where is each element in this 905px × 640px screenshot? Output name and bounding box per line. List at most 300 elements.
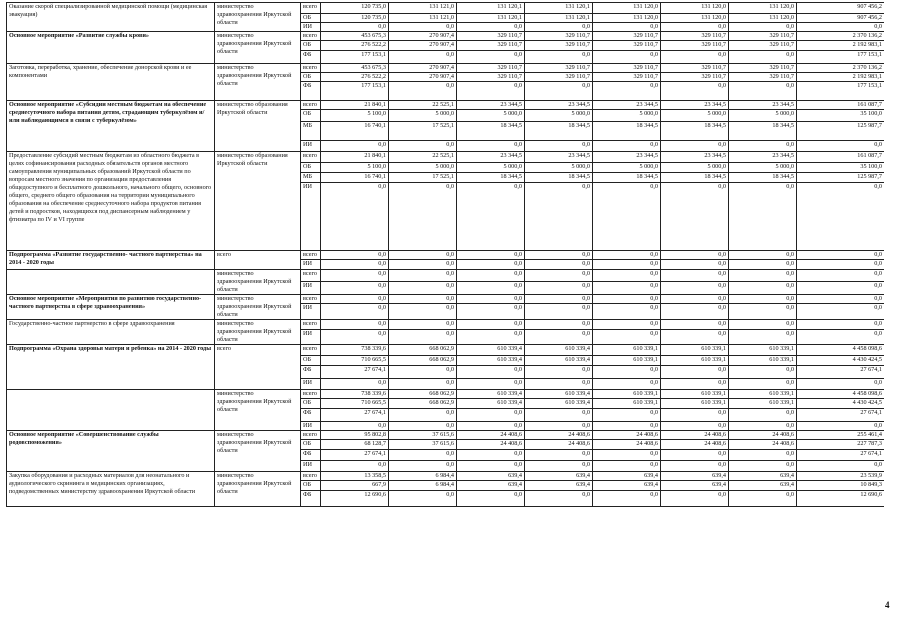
year-value-cell: 0,0	[389, 422, 457, 431]
year-value-cell: 0,0	[457, 461, 525, 472]
table-row	[7, 270, 885, 282]
year-value-cell: 177 153,1	[321, 51, 389, 64]
year-value-cell: 16 740,1	[321, 122, 389, 141]
funding-source-cell: ИИ	[301, 461, 321, 472]
year-value-cell: 23 344,5	[729, 152, 797, 163]
year-value-cell: 329 110,7	[593, 64, 661, 73]
year-value-cell: 0,0	[389, 330, 457, 345]
executor-cell: всего	[215, 251, 301, 270]
year-value-cell: 0,0	[457, 260, 525, 270]
year-value-cell: 0,0	[661, 366, 729, 379]
funding-source-cell: всего	[301, 431, 321, 440]
year-value-cell: 0,0	[729, 251, 797, 260]
year-value-cell: 0,0	[457, 295, 525, 304]
year-value-cell: 23 344,5	[457, 152, 525, 163]
year-value-cell: 0,0	[661, 141, 729, 152]
year-value-cell: 21 840,1	[321, 101, 389, 110]
year-value-cell: 0,0	[457, 82, 525, 101]
total-value-cell: 0,0	[797, 281, 885, 294]
year-value-cell: 0,0	[593, 82, 661, 101]
year-value-cell: 639,4	[593, 472, 661, 481]
year-value-cell: 329 110,7	[593, 41, 661, 51]
year-value-cell: 0,0	[525, 330, 593, 345]
year-value-cell: 0,0	[729, 51, 797, 64]
executor-cell: министерство здравоохранения Иркутской области	[215, 32, 301, 64]
year-value-cell: 131 121,0	[389, 3, 457, 14]
year-value-cell: 23 344,5	[661, 101, 729, 110]
year-value-cell: 610 339,1	[729, 345, 797, 356]
year-value-cell: 0,0	[389, 260, 457, 270]
executor-cell: министерство здравоохранения Иркутской области	[215, 3, 301, 32]
year-value-cell: 0,0	[593, 379, 661, 390]
year-value-cell: 0,0	[321, 320, 389, 330]
funding-source-cell: ОБ	[301, 440, 321, 450]
year-value-cell: 0,0	[525, 409, 593, 422]
year-value-cell: 0,0	[593, 491, 661, 507]
total-value-cell: 907 456,2	[797, 14, 885, 23]
year-value-cell: 0,0	[661, 304, 729, 320]
total-value-cell: 125 987,7	[797, 122, 885, 141]
year-value-cell: 0,0	[729, 183, 797, 251]
year-value-cell: 0,0	[525, 23, 593, 32]
year-value-cell: 0,0	[457, 409, 525, 422]
year-value-cell: 0,0	[729, 409, 797, 422]
total-value-cell: 0,0	[797, 251, 885, 260]
year-value-cell: 0,0	[525, 491, 593, 507]
year-value-cell: 0,0	[525, 281, 593, 294]
year-value-cell: 0,0	[525, 450, 593, 461]
year-value-cell: 0,0	[661, 260, 729, 270]
year-value-cell: 6 984,4	[389, 472, 457, 481]
year-value-cell: 0,0	[389, 141, 457, 152]
year-value-cell: 17 525,1	[389, 122, 457, 141]
table-row	[7, 320, 885, 330]
year-value-cell: 18 344,5	[661, 122, 729, 141]
year-value-cell: 276 522,2	[321, 73, 389, 82]
total-value-cell: 2 192 983,1	[797, 41, 885, 51]
year-value-cell: 0,0	[525, 366, 593, 379]
year-value-cell: 0,0	[661, 461, 729, 472]
year-value-cell: 0,0	[389, 295, 457, 304]
total-value-cell: 27 674,1	[797, 450, 885, 461]
year-value-cell: 24 408,6	[729, 440, 797, 450]
total-value-cell: 4 430 424,5	[797, 356, 885, 366]
funding-source-cell: ФБ	[301, 366, 321, 379]
year-value-cell: 0,0	[593, 141, 661, 152]
year-value-cell: 0,0	[389, 23, 457, 32]
funding-source-cell: МБ	[301, 173, 321, 183]
year-value-cell: 0,0	[729, 491, 797, 507]
table-row	[7, 390, 885, 399]
year-value-cell: 131 121,0	[389, 14, 457, 23]
executor-cell: министерство здравоохранения Иркутской области	[215, 270, 301, 295]
total-value-cell: 27 674,1	[797, 409, 885, 422]
year-value-cell: 0,0	[729, 304, 797, 320]
total-value-cell: 0,0	[797, 461, 885, 472]
year-value-cell: 0,0	[525, 260, 593, 270]
year-value-cell: 610 339,1	[661, 390, 729, 399]
year-value-cell: 0,0	[593, 409, 661, 422]
year-value-cell: 21 840,1	[321, 152, 389, 163]
table-row	[7, 472, 885, 481]
year-value-cell: 0,0	[729, 260, 797, 270]
year-value-cell: 0,0	[321, 270, 389, 282]
year-value-cell: 0,0	[321, 461, 389, 472]
measure-name-cell: Основное мероприятие «Субсидии местным бюджетам на обеспечение среднесуточного набора питания детям, страдающим туберкулёзом и/или наблюдающимся в связи с туберкулёзом»	[7, 101, 215, 152]
total-value-cell: 125 987,7	[797, 173, 885, 183]
year-value-cell: 18 344,5	[729, 173, 797, 183]
funding-source-cell: ИИ	[301, 183, 321, 251]
year-value-cell: 0,0	[457, 51, 525, 64]
total-value-cell: 0,0	[797, 141, 885, 152]
year-value-cell: 0,0	[525, 461, 593, 472]
measure-name-cell: Подпрограмма «Охрана здоровья матери и ребенка» на 2014 - 2020 годы	[7, 345, 215, 390]
year-value-cell: 668 062,9	[389, 390, 457, 399]
year-value-cell: 0,0	[661, 183, 729, 251]
year-value-cell: 329 110,7	[457, 32, 525, 41]
year-value-cell: 0,0	[321, 260, 389, 270]
year-value-cell: 639,4	[729, 481, 797, 491]
year-value-cell: 639,4	[457, 481, 525, 491]
year-value-cell: 5 000,0	[593, 110, 661, 122]
year-value-cell: 668 062,9	[389, 356, 457, 366]
total-value-cell: 161 087,7	[797, 101, 885, 110]
year-value-cell: 131 120,0	[593, 14, 661, 23]
measure-name-cell: Основное мероприятие «Развитие службы крови»	[7, 32, 215, 64]
total-value-cell: 4 430 424,5	[797, 399, 885, 409]
year-value-cell: 27 674,1	[321, 409, 389, 422]
year-value-cell: 24 408,6	[593, 431, 661, 440]
total-value-cell: 177 153,1	[797, 82, 885, 101]
year-value-cell: 22 525,1	[389, 152, 457, 163]
year-value-cell: 329 110,7	[593, 32, 661, 41]
measure-name-cell: Закупка оборудования и расходных материалов для неонатального и аудиологического скрининга в медицинских организациях, подведомственных министерству здравоохранения Иркутской области	[7, 472, 215, 507]
year-value-cell: 0,0	[661, 82, 729, 101]
funding-source-cell: всего	[301, 64, 321, 73]
year-value-cell: 276 522,2	[321, 41, 389, 51]
year-value-cell: 0,0	[389, 270, 457, 282]
funding-source-cell: ФБ	[301, 82, 321, 101]
year-value-cell: 0,0	[661, 270, 729, 282]
year-value-cell: 0,0	[525, 320, 593, 330]
measure-name-cell: Заготовка, переработка, хранение, обеспечение донорской крови и ее компонентами	[7, 64, 215, 101]
year-value-cell: 329 110,7	[525, 32, 593, 41]
year-value-cell: 610 339,1	[593, 399, 661, 409]
funding-source-cell: ИИ	[301, 141, 321, 152]
year-value-cell: 0,0	[729, 366, 797, 379]
year-value-cell: 0,0	[661, 23, 729, 32]
table-row	[7, 152, 885, 163]
year-value-cell: 610 339,4	[457, 399, 525, 409]
funding-source-cell: ОБ	[301, 399, 321, 409]
year-value-cell: 0,0	[729, 270, 797, 282]
year-value-cell: 0,0	[525, 51, 593, 64]
year-value-cell: 5 000,0	[457, 110, 525, 122]
year-value-cell: 18 344,5	[593, 122, 661, 141]
year-value-cell: 5 000,0	[729, 110, 797, 122]
year-value-cell: 639,4	[525, 472, 593, 481]
year-value-cell: 0,0	[457, 281, 525, 294]
year-value-cell: 0,0	[389, 51, 457, 64]
year-value-cell: 0,0	[321, 304, 389, 320]
year-value-cell: 0,0	[525, 251, 593, 260]
year-value-cell: 0,0	[321, 183, 389, 251]
year-value-cell: 0,0	[729, 281, 797, 294]
year-value-cell: 0,0	[593, 450, 661, 461]
year-value-cell: 329 110,7	[661, 41, 729, 51]
year-value-cell: 131 120,0	[729, 14, 797, 23]
funding-source-cell: ОБ	[301, 481, 321, 491]
funding-source-cell: всего	[301, 345, 321, 356]
total-value-cell: 227 787,3	[797, 440, 885, 450]
measure-name-cell: Основное мероприятие «Совершенствование службы родовспоможения»	[7, 431, 215, 472]
year-value-cell: 131 120,1	[457, 14, 525, 23]
total-value-cell: 907 456,2	[797, 3, 885, 14]
total-value-cell: 10 849,3	[797, 481, 885, 491]
year-value-cell: 0,0	[389, 320, 457, 330]
funding-source-cell: всего	[301, 390, 321, 399]
year-value-cell: 270 907,4	[389, 64, 457, 73]
total-value-cell: 2 370 136,2	[797, 32, 885, 41]
total-value-cell: 0,0	[797, 183, 885, 251]
year-value-cell: 0,0	[321, 330, 389, 345]
funding-source-cell: ФБ	[301, 409, 321, 422]
year-value-cell: 5 000,0	[457, 163, 525, 173]
total-value-cell: 0,0	[797, 23, 885, 32]
year-value-cell: 18 344,5	[661, 173, 729, 183]
year-value-cell: 0,0	[593, 320, 661, 330]
year-value-cell: 329 110,7	[457, 64, 525, 73]
year-value-cell: 5 000,0	[389, 163, 457, 173]
year-value-cell: 23 344,5	[525, 152, 593, 163]
year-value-cell: 329 110,7	[729, 64, 797, 73]
executor-cell: министерство образования Иркутской области	[215, 101, 301, 152]
year-value-cell: 0,0	[661, 491, 729, 507]
year-value-cell: 639,4	[593, 481, 661, 491]
total-value-cell: 0,0	[797, 320, 885, 330]
year-value-cell: 610 339,1	[729, 356, 797, 366]
year-value-cell: 37 615,6	[389, 440, 457, 450]
total-value-cell: 2 192 983,1	[797, 73, 885, 82]
year-value-cell: 0,0	[457, 366, 525, 379]
year-value-cell: 329 110,7	[729, 73, 797, 82]
funding-source-cell: всего	[301, 152, 321, 163]
year-value-cell: 18 344,5	[729, 122, 797, 141]
funding-source-cell: ФБ	[301, 51, 321, 64]
year-value-cell: 23 344,5	[593, 101, 661, 110]
year-value-cell: 0,0	[593, 251, 661, 260]
year-value-cell: 22 525,1	[389, 101, 457, 110]
year-value-cell: 0,0	[321, 281, 389, 294]
year-value-cell: 639,4	[661, 472, 729, 481]
total-value-cell: 4 458 098,6	[797, 345, 885, 356]
funding-source-cell: всего	[301, 472, 321, 481]
funding-source-cell: ОБ	[301, 14, 321, 23]
executor-cell: министерство здравоохранения Иркутской области	[215, 320, 301, 345]
year-value-cell: 0,0	[593, 422, 661, 431]
year-value-cell: 639,4	[729, 472, 797, 481]
year-value-cell: 0,0	[457, 270, 525, 282]
year-value-cell: 0,0	[593, 304, 661, 320]
year-value-cell: 329 110,7	[457, 73, 525, 82]
year-value-cell: 120 735,0	[321, 3, 389, 14]
year-value-cell: 0,0	[661, 281, 729, 294]
year-value-cell: 610 339,1	[593, 390, 661, 399]
year-value-cell: 0,0	[661, 320, 729, 330]
year-value-cell: 0,0	[389, 379, 457, 390]
total-value-cell: 12 690,6	[797, 491, 885, 507]
year-value-cell: 329 110,7	[661, 73, 729, 82]
year-value-cell: 0,0	[457, 320, 525, 330]
funding-source-cell: ОБ	[301, 163, 321, 173]
year-value-cell: 24 408,6	[661, 431, 729, 440]
year-value-cell: 738 339,6	[321, 345, 389, 356]
year-value-cell: 0,0	[593, 260, 661, 270]
year-value-cell: 0,0	[389, 82, 457, 101]
year-value-cell: 0,0	[729, 320, 797, 330]
year-value-cell: 0,0	[525, 183, 593, 251]
year-value-cell: 0,0	[729, 461, 797, 472]
year-value-cell: 610 339,4	[525, 356, 593, 366]
year-value-cell: 329 110,7	[457, 41, 525, 51]
funding-source-cell: ИИ	[301, 23, 321, 32]
year-value-cell: 0,0	[389, 409, 457, 422]
year-value-cell: 639,4	[457, 472, 525, 481]
year-value-cell: 5 000,0	[593, 163, 661, 173]
year-value-cell: 610 339,1	[729, 399, 797, 409]
year-value-cell: 0,0	[525, 295, 593, 304]
funding-source-cell: всего	[301, 32, 321, 41]
year-value-cell: 610 339,1	[661, 399, 729, 409]
year-value-cell: 0,0	[593, 366, 661, 379]
year-value-cell: 24 408,6	[525, 431, 593, 440]
year-value-cell: 738 339,6	[321, 390, 389, 399]
year-value-cell: 0,0	[525, 270, 593, 282]
year-value-cell: 18 344,5	[457, 122, 525, 141]
year-value-cell: 0,0	[593, 270, 661, 282]
year-value-cell: 0,0	[321, 422, 389, 431]
year-value-cell: 610 339,1	[661, 356, 729, 366]
year-value-cell: 23 344,5	[593, 152, 661, 163]
year-value-cell: 0,0	[593, 51, 661, 64]
year-value-cell: 270 907,4	[389, 32, 457, 41]
total-value-cell: 0,0	[797, 304, 885, 320]
measure-name-cell: Подпрограмма «Развитие государственно- частного партнерства» на 2014 - 2020 годы	[7, 251, 215, 270]
year-value-cell: 0,0	[457, 330, 525, 345]
year-value-cell: 0,0	[661, 295, 729, 304]
year-value-cell: 95 802,8	[321, 431, 389, 440]
year-value-cell: 5 000,0	[661, 110, 729, 122]
year-value-cell: 0,0	[389, 450, 457, 461]
year-value-cell: 0,0	[729, 23, 797, 32]
measure-name-cell: Государственно-частное партнерство в сфере здравоохранения	[7, 320, 215, 345]
year-value-cell: 23 344,5	[525, 101, 593, 110]
total-value-cell: 2 370 136,2	[797, 64, 885, 73]
funding-source-cell: всего	[301, 3, 321, 14]
measure-name-cell: Оказание скорой специализированной медицинской помощи (медицинская эвакуация)	[7, 3, 215, 32]
funding-source-cell: всего	[301, 101, 321, 110]
year-value-cell: 270 907,4	[389, 73, 457, 82]
year-value-cell: 710 665,5	[321, 399, 389, 409]
year-value-cell: 610 339,1	[593, 356, 661, 366]
year-value-cell: 610 339,4	[457, 356, 525, 366]
year-value-cell: 68 128,7	[321, 440, 389, 450]
year-value-cell: 668 062,9	[389, 399, 457, 409]
year-value-cell: 24 408,6	[593, 440, 661, 450]
year-value-cell: 0,0	[593, 295, 661, 304]
year-value-cell: 0,0	[593, 281, 661, 294]
year-value-cell: 5 100,0	[321, 163, 389, 173]
table-row	[7, 64, 885, 73]
funding-source-cell: ИИ	[301, 330, 321, 345]
year-value-cell: 329 110,7	[661, 64, 729, 73]
table-row	[7, 295, 885, 304]
year-value-cell: 0,0	[661, 51, 729, 64]
measure-name-cell: Предоставление субсидий местным бюджетам из областного бюджета в целях софинансирования расходных обязательств органов местного самоуправления муниципальных образований Иркутской области по вопросам местного значения по организации предоставления общедоступного и бесплатного дошкольного, начального общего, основного общего, среднего общего образования на территории муниципального образования на обеспечение среднесуточного набора продуктов питания детей и подростков, находящихся под диспансерным наблюдением у фтизиатра по IV и VI группе	[7, 152, 215, 251]
year-value-cell: 329 110,7	[729, 32, 797, 41]
year-value-cell: 16 740,1	[321, 173, 389, 183]
year-value-cell: 0,0	[321, 251, 389, 260]
year-value-cell: 0,0	[661, 379, 729, 390]
total-value-cell: 0,0	[797, 330, 885, 345]
year-value-cell: 0,0	[321, 295, 389, 304]
year-value-cell: 5 000,0	[525, 110, 593, 122]
year-value-cell: 13 358,5	[321, 472, 389, 481]
year-value-cell: 24 408,6	[525, 440, 593, 450]
total-value-cell: 0,0	[797, 422, 885, 431]
year-value-cell: 610 339,1	[661, 345, 729, 356]
year-value-cell: 0,0	[457, 491, 525, 507]
funding-source-cell: всего	[301, 320, 321, 330]
table-row	[7, 101, 885, 110]
year-value-cell: 12 690,6	[321, 491, 389, 507]
total-value-cell: 35 100,0	[797, 163, 885, 173]
year-value-cell: 0,0	[661, 450, 729, 461]
budget-table	[6, 2, 884, 507]
year-value-cell: 0,0	[525, 379, 593, 390]
funding-source-cell: МБ	[301, 122, 321, 141]
year-value-cell: 177 153,1	[321, 82, 389, 101]
year-value-cell: 24 408,6	[457, 440, 525, 450]
year-value-cell: 0,0	[593, 330, 661, 345]
year-value-cell: 131 120,0	[661, 14, 729, 23]
year-value-cell: 0,0	[593, 23, 661, 32]
year-value-cell: 0,0	[729, 422, 797, 431]
year-value-cell: 0,0	[321, 379, 389, 390]
year-value-cell: 0,0	[729, 450, 797, 461]
year-value-cell: 37 615,6	[389, 431, 457, 440]
year-value-cell: 0,0	[457, 141, 525, 152]
total-value-cell: 161 087,7	[797, 152, 885, 163]
year-value-cell: 0,0	[525, 304, 593, 320]
funding-source-cell: всего	[301, 270, 321, 282]
year-value-cell: 18 344,5	[457, 173, 525, 183]
year-value-cell: 0,0	[457, 23, 525, 32]
year-value-cell: 0,0	[593, 183, 661, 251]
executor-cell: всего	[215, 345, 301, 390]
year-value-cell: 610 339,4	[525, 345, 593, 356]
total-value-cell: 0,0	[797, 379, 885, 390]
year-value-cell: 329 110,7	[661, 32, 729, 41]
year-value-cell: 23 344,5	[661, 152, 729, 163]
year-value-cell: 27 674,1	[321, 450, 389, 461]
year-value-cell: 18 344,5	[525, 122, 593, 141]
year-value-cell: 0,0	[321, 23, 389, 32]
year-value-cell: 27 674,1	[321, 366, 389, 379]
year-value-cell: 24 408,6	[457, 431, 525, 440]
year-value-cell: 23 344,5	[457, 101, 525, 110]
measure-name-cell	[7, 270, 215, 295]
